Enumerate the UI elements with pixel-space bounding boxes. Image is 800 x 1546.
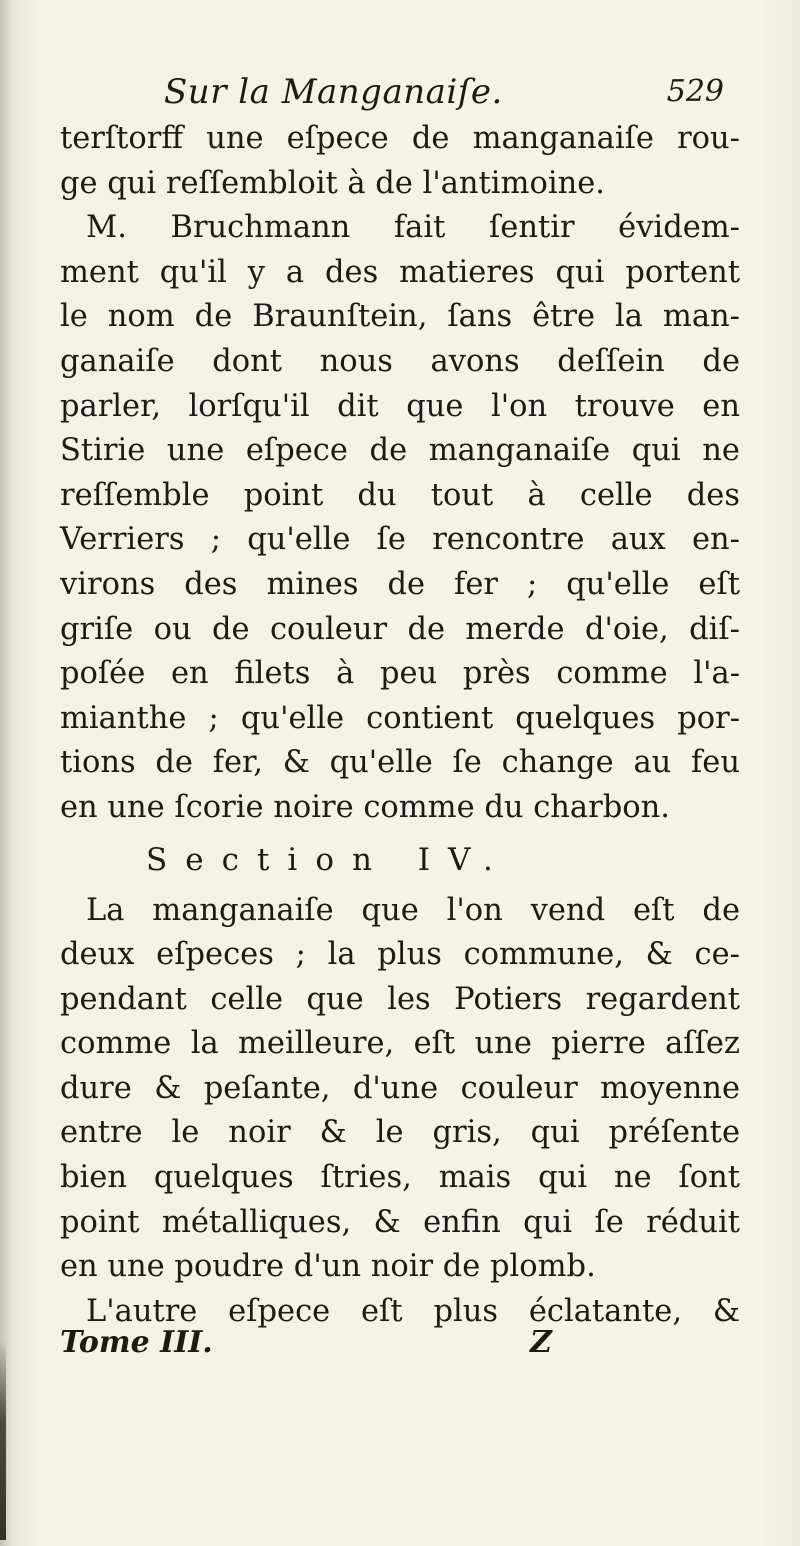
text-line: en une poudre d'un noir de plomb. (60, 1249, 596, 1285)
text-line: ment qu'il y a des matieres qui portent (60, 254, 740, 290)
text-line: L'autre eſpece eſt plus éclatante, & (86, 1293, 740, 1329)
text-line: point métalliques, & enfin qui ſe réduit (60, 1204, 740, 1240)
volume-label: Tome III. (60, 1325, 213, 1360)
text-line: parler, lorſqu'il dit que l'on trouve en (60, 388, 740, 424)
text-line: entre le noir & le gris, qui préſente (60, 1115, 740, 1151)
text-line: Verriers ; qu'elle ſe rencontre aux en- (60, 522, 740, 558)
page-footer (60, 1325, 740, 1373)
text-line: reſſemble point du tout à celle des (60, 477, 740, 513)
text-line: poſée en filets à peu près comme l'a- (60, 656, 740, 692)
text-line: pendant celle que les Potiers regardent (60, 981, 740, 1017)
text-line: Stirie une eſpece de manganaiſe qui ne (60, 433, 740, 469)
text-line: mianthe ; qu'elle contient quelques por- (60, 700, 740, 736)
signature-mark: Z (530, 1325, 552, 1360)
gutter-shadow (0, 0, 14, 1546)
text-line: virons des mines de fer ; qu'elle eſt (60, 566, 740, 602)
text-line: comme la meilleure, eſt une pierre aſſez (60, 1026, 740, 1062)
text-line: deux eſpeces ; la plus commune, & ce- (60, 937, 740, 973)
text-line: griſe ou de couleur de merde d'oie, diſ- (60, 611, 740, 647)
text-line: La manganaiſe que l'on vend eſt de (86, 892, 740, 928)
text-line: M. Bruchmann fait ſentir évidem- (86, 210, 740, 246)
text-line: en une ſcorie noire comme du charbon. (60, 789, 670, 825)
running-title: Sur la Manganaiſe. (164, 72, 503, 112)
text-line: dure & peſante, d'une couleur moyenne (60, 1070, 740, 1106)
page-header (60, 72, 760, 122)
text-line: ge qui reſſembloit à de l'antimoine. (60, 165, 605, 201)
page-number: 529 (666, 74, 724, 109)
body-text (60, 117, 740, 1334)
text-line: bien quelques ſtries, mais qui ne ſont (60, 1160, 740, 1196)
page-edge-mark (0, 1340, 6, 1540)
text-line: terſtorff une eſpece de manganaiſe rou- (60, 121, 740, 156)
text-line: tions de fer, & qu'elle ſe change au feu (60, 745, 740, 781)
section-heading: Section IV. (146, 841, 511, 878)
text-line: le nom de Braunſtein, ſans être la man- (60, 299, 740, 335)
text-line: ganaiſe dont nous avons deſſein de (60, 343, 740, 379)
